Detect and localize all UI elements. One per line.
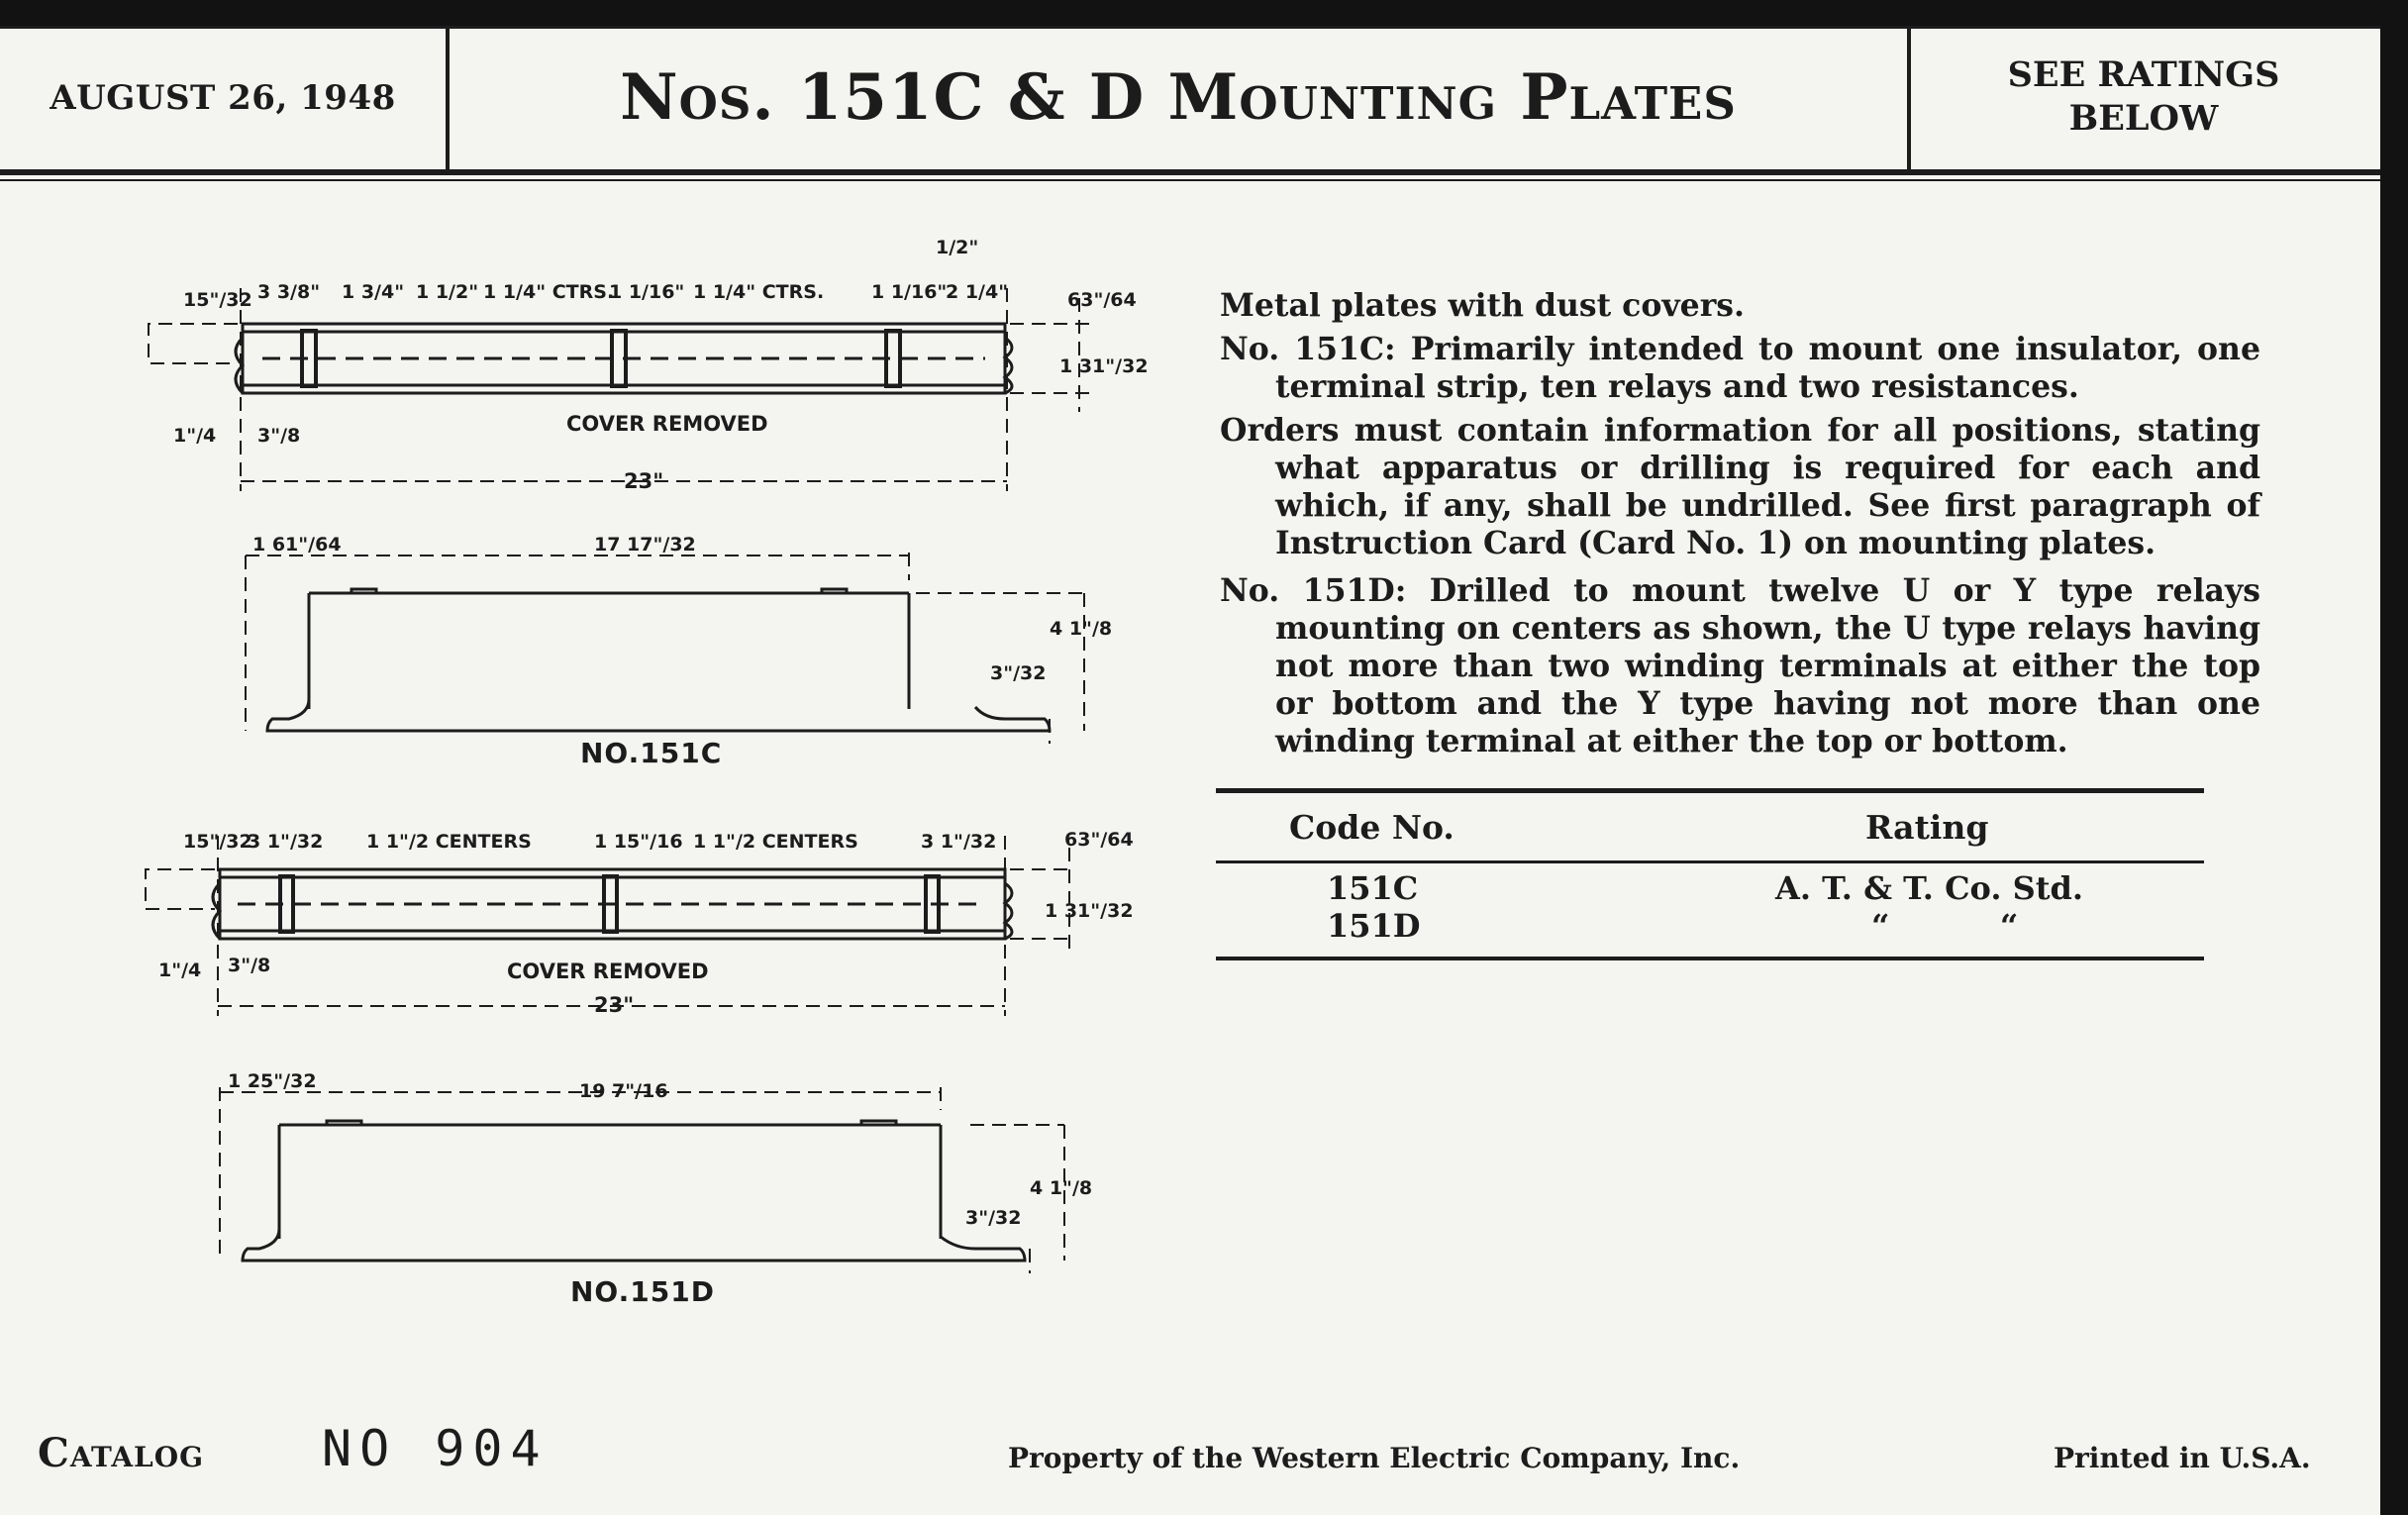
d-top-length: 23"	[594, 993, 635, 1017]
property-note: Property of the Western Electric Company, Inc.	[1008, 1442, 1741, 1474]
dim-c-top-11: 63"/64	[1067, 289, 1137, 311]
catalog-card	[0, 26, 2380, 1515]
dim-c-top-1: 15"/32	[183, 289, 252, 311]
header-divider-right	[1907, 26, 1911, 170]
dim-c-top-3: 1 3/4"	[342, 281, 405, 303]
caption-151c: NO.151C	[580, 737, 723, 769]
dim-c-top-9: 2 1/4"	[946, 281, 1009, 303]
table-header-code: Code No.	[1289, 808, 1455, 847]
table-cell-rating-2: “ “	[1871, 907, 2019, 945]
dim-c-top-7: 1 1/4" CTRS.	[693, 281, 825, 303]
dim-c-top-10: 1/2"	[936, 237, 979, 258]
dim-c-top-6: 1 1/16"	[609, 281, 685, 303]
dim-c-top-2: 3 3/8"	[257, 281, 321, 303]
desc-paragraph-2: No. 151C: Primarily intended to mount one insulator, one terminal strip, ten relays and two resistances.	[1220, 331, 2260, 405]
caption-151d: NO.151D	[570, 1275, 715, 1308]
ratings-line-1: SEE RATINGS	[2007, 54, 2280, 95]
table-top-rule	[1216, 788, 2204, 793]
dim-c-top-14: 3"/8	[257, 425, 301, 447]
c-top-cover-note: COVER REMOVED	[566, 412, 768, 436]
dim-d-top-6: 3 1"/32	[921, 831, 997, 853]
dim-c-top-13: 1"/4	[173, 425, 217, 447]
ratings-line-2: BELOW	[2068, 98, 2219, 139]
dim-d-side-3: 4 1"/8	[1030, 1177, 1093, 1199]
date-label: AUGUST 26, 1948	[50, 77, 396, 118]
catalog-number: NO 904	[322, 1420, 549, 1477]
d-top-cover-note: COVER REMOVED	[507, 960, 709, 983]
dim-c-side-1: 1 61"/64	[252, 534, 342, 556]
dim-d-top-1: 15"/32	[183, 831, 252, 853]
dim-c-side-2: 17 17"/32	[594, 534, 696, 556]
catalog-label: Catalog	[38, 1430, 205, 1476]
dim-d-top-5: 1 1"/2 CENTERS	[693, 831, 858, 853]
see-ratings-note	[1916, 53, 2371, 141]
dim-c-top-8: 1 1/16"	[871, 281, 948, 303]
printed-note: Printed in U.S.A.	[2054, 1442, 2311, 1474]
dim-d-top-3: 1 1"/2 CENTERS	[366, 831, 532, 853]
dim-c-side-3: 4 1"/8	[1050, 618, 1113, 640]
table-cell-code-1: 151C	[1327, 869, 1419, 907]
table-bottom-rule	[1216, 957, 2204, 960]
plate-151d-top-view	[146, 836, 1074, 1016]
plate-151c-top-view	[149, 288, 1089, 491]
page-title: Nos. 151C & D Mounting Plates	[620, 60, 1737, 135]
plate-151c-side-view	[246, 553, 1084, 744]
table-cell-code-2: 151D	[1327, 907, 1421, 945]
table-header-rule	[1216, 860, 2204, 863]
dim-c-top-12: 1 31"/32	[1059, 355, 1149, 377]
desc-paragraph-1: Metal plates with dust covers.	[1220, 287, 1746, 324]
drawings-svg	[0, 26, 1188, 1412]
dim-d-top-4: 1 15"/16	[594, 831, 683, 853]
table-header-rating: Rating	[1865, 808, 1989, 847]
dim-d-side-1: 1 25"/32	[228, 1070, 317, 1092]
dim-c-top-5: 1 1/4" CTRS.	[483, 281, 615, 303]
dim-d-top-7: 63"/64	[1064, 829, 1134, 851]
plate-151d-side-view	[220, 1087, 1064, 1273]
dim-d-top-9: 1"/4	[158, 960, 202, 981]
dim-c-side-4: 3"/32	[990, 662, 1047, 684]
table-cell-rating-1: A. T. & T. Co. Std.	[1775, 869, 2084, 907]
dim-d-top-8: 1 31"/32	[1045, 900, 1134, 922]
c-top-length: 23"	[624, 469, 664, 493]
dim-d-side-4: 3"/32	[965, 1207, 1022, 1229]
desc-paragraph-4: No. 151D: Drilled to mount twelve U or Y type relays mounting on centers as shown, the U type relays having not more than two winding terminals at either the top or bottom and the Y type having not more than one winding terminal at either the top or bottom.	[1220, 572, 2260, 759]
desc-paragraph-3: Orders must contain information for all positions, stating what apparatus or drilling is required for each and which, if any, shall be undrilled. See first paragraph of Instruction Card (Card No. 1) on mounting plates.	[1220, 412, 2260, 561]
dim-d-top-10: 3"/8	[228, 955, 271, 976]
dim-d-side-2: 19 7"/16	[579, 1080, 668, 1102]
dim-d-top-2: 3 1"/32	[248, 831, 324, 853]
dim-c-top-4: 1 1/2"	[416, 281, 479, 303]
